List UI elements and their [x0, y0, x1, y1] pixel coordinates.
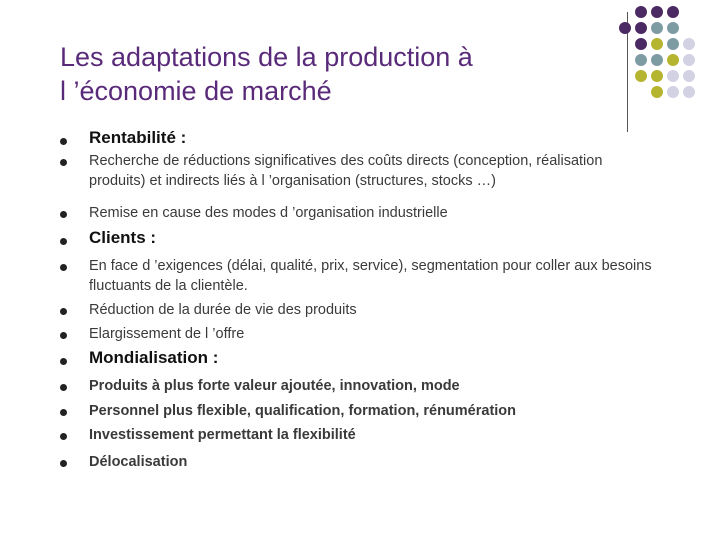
decor-dot	[651, 86, 663, 98]
bullet-icon	[60, 264, 67, 271]
bullet-icon	[60, 211, 67, 218]
decor-dot	[683, 70, 695, 82]
list-item-text: Produits à plus forte valeur ajoutée, innovation, mode	[89, 378, 460, 394]
decor-dot	[651, 38, 663, 50]
decor-dot	[619, 22, 631, 34]
bullet-icon	[60, 332, 67, 339]
bullet-icon	[60, 308, 67, 315]
section-heading: Rentabilité :	[89, 128, 187, 147]
list-item-text: Personnel plus flexible, qualification, formation, rénumération	[89, 403, 517, 419]
bullet-icon	[60, 409, 67, 416]
decor-dot	[683, 38, 695, 50]
decor-dot	[635, 54, 647, 66]
list-item-text: Réduction de la durée de vie des produits	[89, 302, 357, 318]
list-item-text: Délocalisation	[89, 454, 188, 470]
decor-dot	[667, 86, 679, 98]
bullet-icon	[60, 384, 67, 391]
list-item-text: Elargissement de l ’offre	[89, 326, 245, 342]
decor-dot	[651, 54, 663, 66]
decor-dot	[667, 22, 679, 34]
title-line-2: l ’économie de marché	[60, 76, 332, 106]
bullet-icon	[60, 433, 67, 440]
decor-dot	[667, 38, 679, 50]
bullet-icon	[60, 358, 67, 365]
list-item-text: Remise en cause des modes d ’organisation industrielle	[89, 205, 448, 221]
decor-dot	[667, 70, 679, 82]
list-item-text: Recherche de réductions significatives des coûts directs (conception, réalisation produits) et indirects liés à l ’organisation (structures, stocks …)	[89, 153, 603, 189]
decor-dot	[635, 6, 647, 18]
dot-grid-decoration	[0, 0, 720, 140]
decor-dot	[635, 38, 647, 50]
decor-dot	[651, 22, 663, 34]
section-heading: Clients :	[89, 228, 157, 247]
decor-dot	[651, 70, 663, 82]
title-line-1: Les adaptations de la production à	[60, 42, 473, 72]
decor-dot	[667, 54, 679, 66]
bullet-icon	[60, 159, 67, 166]
decor-dot	[683, 86, 695, 98]
bullet-icon	[60, 138, 67, 145]
list-item-text: Investissement permettant la flexibilité	[89, 427, 356, 443]
decor-dot	[635, 22, 647, 34]
list-item-text: En face d ’exigences (délai, qualité, prix, service), segmentation pour coller aux besoins fluctuants de la clientèle.	[89, 258, 652, 294]
decor-dot	[651, 6, 663, 18]
section-heading: Mondialisation :	[89, 348, 219, 367]
decor-dot	[635, 70, 647, 82]
decor-dot	[683, 54, 695, 66]
bullet-icon	[60, 238, 67, 245]
bullet-icon	[60, 460, 67, 467]
decor-dot	[667, 6, 679, 18]
